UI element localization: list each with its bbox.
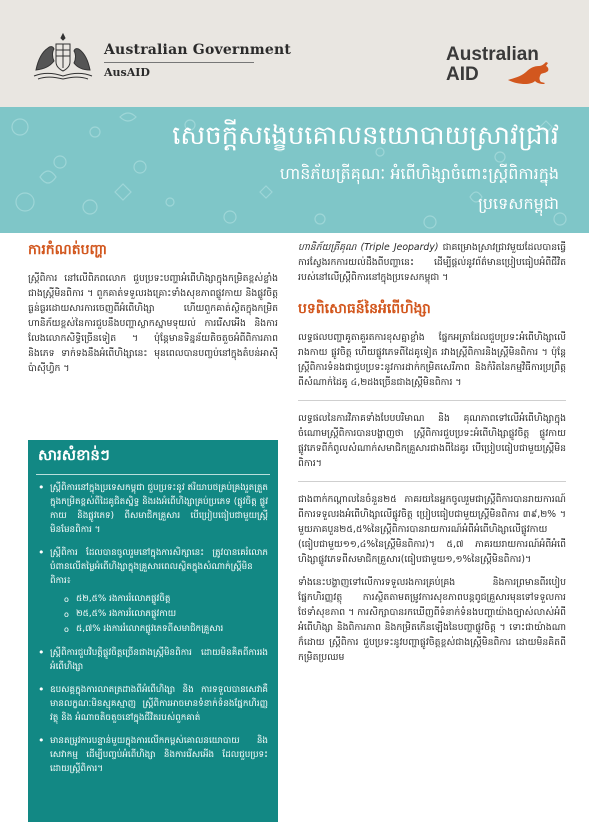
sublist-item: o ៥,៧% រងការរំលោភផ្លូវភេទពីសមាជិកគ្រួសារ: [64, 622, 268, 637]
intro-paragraph: [298, 240, 566, 285]
coat-of-arms-icon: [30, 30, 96, 82]
gov-title: Australian Government: [104, 42, 292, 58]
key-messages-list: [28, 481, 278, 776]
divider: [298, 400, 566, 401]
statistics-sublist: [50, 592, 268, 637]
key-messages-title: សារសំខាន់ៗ: [38, 446, 110, 464]
project-name: ហានិភ័យត្រីគុណ (Triple Jeopardy): [298, 242, 439, 253]
list-item: • ស្ត្រីពិការនៅក្នុងប្រទេសកម្ពុជា ជួបប្រទះនូវ ឥរិយាបថគ្រប់គ្រងរួតត្រួតក្នុងកម្រិតខ្ពស់ពីដៃគូជិតស្និទ្ធ និងរងអំពើហិង្សាគ្រប់ប្រភេទ (ផ្លូវចិត្ត ផ្លូវកាយ និងផ្លូវភេទ) ពីសមាជិកគ្រួសារ បើប្រៀបធៀបជាមួយស្ត្រីមិនមែនពិការ ។: [38, 481, 268, 537]
problem-paragraph: ស្ត្រីពិការ នៅលើពិភពលោក ជួបប្រទះបញ្ហាអំពើហិង្សាក្នុងកម្រិតខ្ពស់ខ្លាំងជាងស្ត្រីមិនពិការ ។ ពួកគាត់ទទួលរងគ្រោះទាំងសុខភាពផ្លូវកាយ និងផ្លូវចិត្តធ្ងន់ធ្ងរដោយសារការចេញពីអំពើហិង្សា ហើយពួកគាត់ស្ថិតក្នុងកម្រិត ហានិភ័យខ្ពស់នៃការជួបនឹងបញ្ហាស្លាកស្នាមទុយល់ ការរើសអើង និងការលែងលោកសិទ្ធិច្រើនទៀត ។ ប៉ុន្តែមានទិន្នន័យតិចតួចអំពីពិការភាព និងភេទ ទាក់ទងនឹងអំពើហិង្សានេះ មុនពេលបានបញ្ចប់នៅក្នុងតំបន់អាស៊ីប៉ាស៊ីហ្វិក ។: [28, 273, 278, 374]
aid-logo-line2: AID: [446, 64, 479, 85]
divider: [36, 474, 270, 475]
list-item: • ស្ត្រីពិការជួបវិបត្តិផ្លូវចិត្តច្រើនជាងស្ត្រីមិនពិការ ដោយមិនគិតពីការរងអំពើហិង្សា: [38, 646, 268, 674]
sublist-item: o ២៥,៥% រងការរំលោភផ្លូវកាយ: [64, 607, 268, 622]
divider: [104, 62, 254, 63]
sublist-item: o ៥២,៥% រងការរំលោភផ្លូវចិត្ត: [64, 592, 268, 607]
violence-paragraph-4: ទាំងនេះបង្ហាញទៅលើការទទួលរងការគ្រប់គ្រង និងការព្រមានពីរបៀបផ្នែកហិរញ្ញវត្ថុ ការស្ថិតតាមតម្រូវការសុខភាពបន្តពូជគ្រួសារមុនទៅទទួលការថែទាំសុខភាព ។ ការសិក្សាបានរកឃើញពីទំនាក់ទំនងបញ្ហាយ៉ាងច្បាស់លាស់អំពីអំពើហិង្សា និងពិការភាព និងកម្រិតកើនឡើងនៃបញ្ហាផ្លូវចិត្ត ។ ទោះជាយ៉ាងណាក៏ដោយ ស្ត្រីពិការ ជួបប្រទះនូវបញ្ហាផ្លូវចិត្តខ្ពស់ជាងស្ត្រីមិនពិការ ដោយមិនគិតពីកម្រិតប្រឈម: [298, 577, 566, 663]
title-banner: [0, 107, 589, 233]
australian-aid-logo: [446, 44, 561, 84]
kangaroo-icon: [504, 60, 559, 84]
key-messages-box: [28, 440, 278, 822]
document-subtitle-line1: ហានិភ័យត្រីគុណៈ អំពើហិង្សាចំពោះស្ត្រីពិការក្នុង: [279, 164, 559, 183]
list-item: [38, 546, 268, 637]
list-item: • ឧបសគ្គក្នុងការលាតត្រដាងពីអំពើហិង្សា និង ការទទួលបានសេវាគឺមានលក្ខណៈមិនស្មុគស្មាញ ស្ត្រីពិការអាចមានទំនាក់ទំនងផ្នែកហិរញ្ញវត្ថុ និង អំណាចតិចតួចនៅក្នុងជីវិតរបស់ពួកគាត់: [38, 683, 268, 725]
left-column: [28, 240, 278, 376]
aid-logo-line1: Australian: [446, 44, 539, 65]
violence-paragraph-3: ជាងពាក់កណ្តាលនៃចំនួន២៥ ភាគរយនៃអ្នកចូលរួមជាស្ត្រីពិការបានរាយការណ៍ ពីការទទួលរងអំពើហិង្សាលើផ្លូវចិត្ត ប្រៀបធៀបជាមួយស្ត្រីមិនពិការ ៣៩,២% ។ មួយភាគបួន២៥,៥%នៃស្ត្រីពិការបានរាយការណ៍អំពីអំពើហិង្សាលើផ្លូវកាយ (ធៀបជាមួយ១១,៤%នៃស្ត្រីមិនពិការ)។ ៥,៧ ភាគរយរាយការណ៍អំពីអំពើហិង្សាផ្លូវភេទពីសមាជិកគ្រួសារ(ធៀបជាមួយ១,១%នៃស្ត្រីមិនពិការ)។: [298, 494, 566, 565]
document-title: សេចក្តីសង្ខេបគោលនយោបាយស្រាវជ្រាវ: [172, 121, 559, 151]
list-item: • មានតម្រូវការបន្ទាន់មួយក្នុងការលើកកម្ពស់គោលនយោបាយ និងសេវាកម្ម ដើម្បីបញ្ចប់អំពើហិង្សា និងការរើសអើង ដែលជួបប្រទះដោយស្ត្រីពិការ។: [38, 734, 268, 776]
government-wordmark: [104, 42, 291, 79]
right-column: [298, 240, 566, 665]
violence-paragraph-1: លទ្ធផលបញ្ហាគូតាគួរតការខុសគ្នាខ្លាំង ផ្នែកអត្រាដែលជួបប្រទះអំពើហិង្សាលើរាងកាយ ផ្លូវចិត្ត ហើយផ្លូវភេទពីដៃគូទៀត រវាងស្ត្រីពិការនិងស្ត្រីមិនពិការ ។ ប៉ុន្តែស្ត្រីពិការទំនងជាជួបប្រទះនូវការដាក់កម្រិតសេរីភាព និងកំរិតនៃកម្មវិធីការប្រព្រឹត្ត ពីសំណាក់ដៃគូ ៤,២ដងច្រើនជាងស្ត្រីមិនពិការ ។: [298, 332, 566, 388]
header: [0, 0, 589, 107]
list-item-text: ស្ត្រីពិការ ដែលបានចូលរួមនៅក្នុងការសិក្សានេះ ត្រូវបានគេរំលោភបំពានលើតម្លៃអំពើហិង្សាក្នុងគ្រួសារពេលស្ថិតក្នុងសំណាក់ស្ត្រីមិនពិការ៖: [50, 548, 268, 586]
gov-subtitle: AusAID: [104, 66, 150, 79]
divider: [298, 481, 566, 482]
violence-paragraph-2: លទ្ធផលនៃការវិភាគទាំងបែបបរិមាណ និង គុណភាពទៅលើអំពើហិង្សាក្នុងចំណោមស្ត្រីពិការបានបង្ហាញថា ស្ត្រីពិការជួបប្រទះអំពើហិង្សាផ្លូវចិត្ត ផ្លូវកាយ ផ្លូវភេទពីកំពូលសំណាក់សមាជិកគ្រួសារជាងពីដៃគូរ បើប្រៀបធៀបជាមួយស្ត្រីមិនពិការ។: [298, 413, 566, 469]
section-heading-problem: ការកំណត់បញ្ហា: [28, 242, 108, 258]
document-subtitle-line2: ប្រទេសកម្ពុជា: [478, 194, 559, 213]
section-heading-violence: បទពិសោធន៍នៃអំពើហិង្សា: [298, 301, 431, 317]
intro-text: ជាគម្រោងស្រាវជ្រាវមួយដែលបានធ្វើការស្វែងរកការយល់ដឹងពីបញ្ហានេះ ដើម្បីផ្តល់នូវព័ត៌មានប្រៀបធៀបអំពីជីវិតរបស់នៅលើស្ត្រីពិការនៅក្នុងប្រទេសកម្ពុជា ។: [298, 242, 566, 283]
